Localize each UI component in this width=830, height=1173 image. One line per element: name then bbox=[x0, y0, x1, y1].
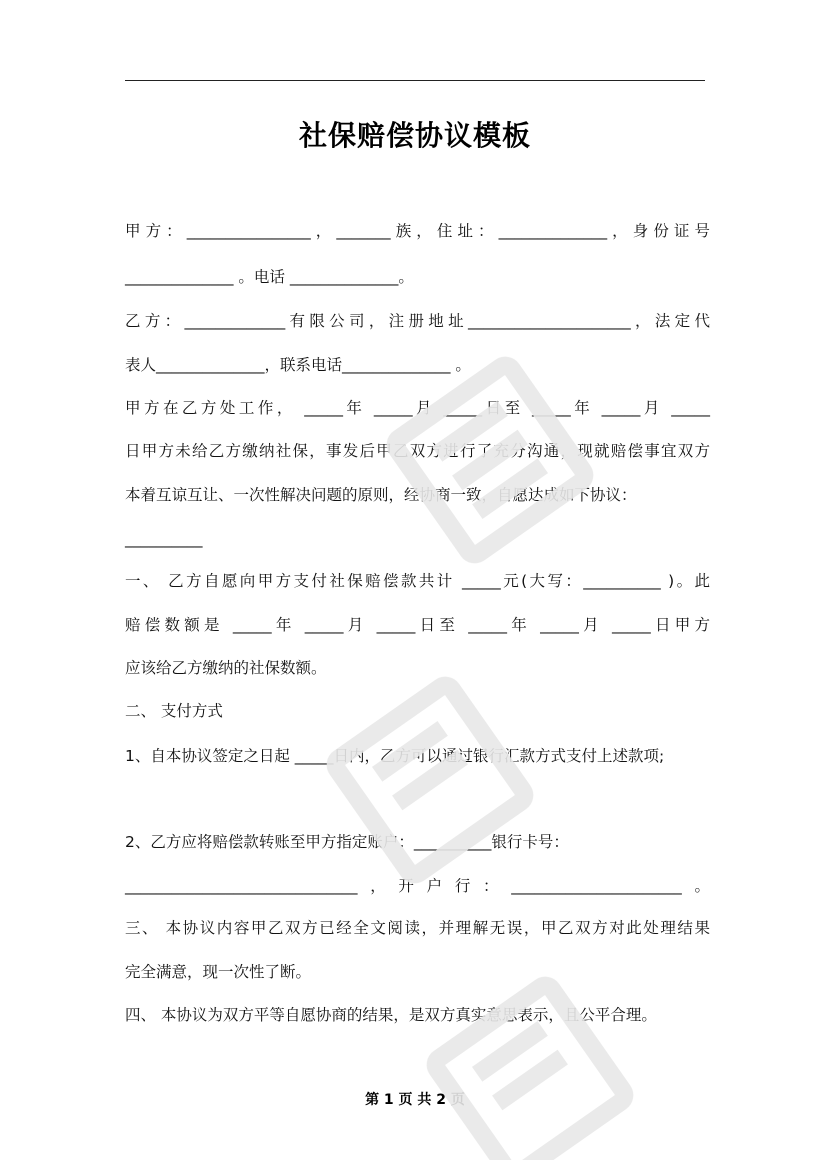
intro-line-4: __________ bbox=[125, 530, 203, 548]
page-footer: 第 1 页 共 2 页 bbox=[365, 1092, 465, 1108]
clause-3-line-2: 完全满意，现一次性了断。 bbox=[125, 963, 312, 981]
clause-3-line-1: 三、 本协议内容甲乙双方已经全文阅读，并理解无误，甲乙双方对此处理结果 bbox=[125, 919, 710, 937]
party-b-line-2: 表人______________，联系电话______________ 。 bbox=[125, 356, 471, 374]
clause-1-line-3: 应该给乙方缴纳的社保数额。 bbox=[125, 659, 327, 677]
intro-line-1: 甲方在乙方处工作， _____年 _____月 _____日至 _____年 _____月 _____ bbox=[125, 399, 710, 417]
party-a-line-2: ______________ 。电话 ______________。 bbox=[125, 268, 414, 286]
clause-4-line-1: 四、 本协议为双方平等自愿协商的结果，是双方真实意思表示，且公平合理。 bbox=[125, 1006, 657, 1024]
intro-line-2: 日甲方未给乙方缴纳社保，事发后甲乙双方进行了充分沟通，现就赔偿事宜双方 bbox=[125, 442, 710, 460]
clause-2-heading: 二、 支付方式 bbox=[125, 702, 223, 720]
clause-2-item-1: 1、自本协议签定之日起 _____日内，乙方可以通过银行汇款方式支付上述款项; bbox=[125, 747, 665, 765]
party-b-line-1: 乙方：_____________有限公司，注册地址_____________________，法定代 bbox=[125, 312, 710, 330]
party-a-line-1: 甲方：________________，_______族，住址：______________，身份证号 bbox=[125, 222, 710, 240]
watermark-pattern bbox=[280, 300, 700, 1160]
clause-2-item-2-line-2: ______________________________，开户行：______________________。 bbox=[125, 877, 710, 895]
clause-2-item-2-line-1: 2、乙方应将赔偿款转账至甲方指定账户：__________银行卡号： bbox=[125, 833, 569, 851]
clause-1-line-1: 一、 乙方自愿向甲方支付社保赔偿款共计 _____元(大写：__________ )。此 bbox=[125, 572, 710, 590]
header-rule bbox=[125, 80, 705, 81]
clause-1-line-2: 赔偿数额是 _____年 _____月 _____日至 _____年 _____月 _____日甲方 bbox=[125, 616, 710, 634]
document-title: 社保赔偿协议模板 bbox=[298, 119, 531, 152]
intro-line-3: 本着互谅互让、一次性解决问题的原则，经协商一致，自愿达成如下协议： bbox=[125, 486, 637, 504]
